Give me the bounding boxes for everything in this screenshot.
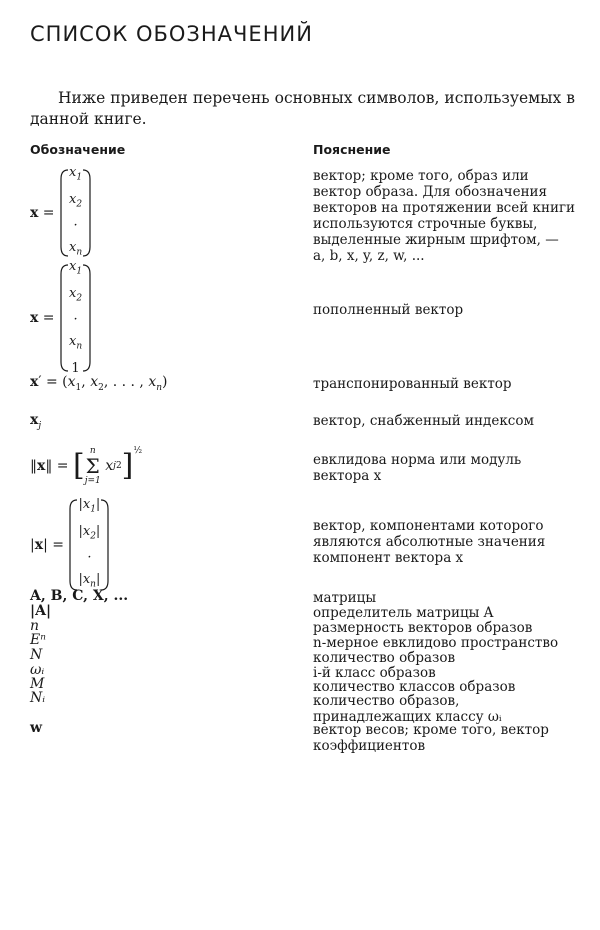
explanation-abs-vector: вектор, компонентами которого являются абсолютные значения компонент вектора x bbox=[313, 518, 546, 566]
symbol-N: N bbox=[30, 647, 43, 663]
explanation-weights: вектор весов; кроме того, вектор коэффициентов bbox=[313, 722, 549, 754]
right-bracket-icon bbox=[100, 499, 110, 591]
intro-paragraph: Ниже приведен перечень основных символов, используемых в данной книге. bbox=[30, 89, 575, 128]
symbol-M: M bbox=[30, 676, 45, 692]
explanation-Ni: количество образов, принадлежащих классу ωᵢ bbox=[313, 693, 502, 725]
explanation-norm: евклидова норма или модуль вектора x bbox=[313, 452, 522, 484]
explanation-transposed: транспонированный вектор bbox=[313, 376, 512, 392]
explanation-omega: i-й класс образов bbox=[313, 665, 436, 681]
header-explanation: Пояснение bbox=[313, 142, 391, 157]
symbol-weights: w bbox=[30, 720, 43, 736]
symbol-transposed: $x' = (x_1$, $x_2$, . . . , $x_n$) bbox=[30, 374, 168, 393]
symbol-determinant: |A| bbox=[30, 603, 52, 619]
explanation-determinant: определитель матрицы A bbox=[313, 605, 494, 621]
symbol-matrices: A, B, C, X, ... bbox=[30, 588, 129, 604]
symbol-augmented-vector: x = $x_1$ $x_2$ · $x_n$ 1 bbox=[30, 256, 92, 380]
symbol-Ni: Nᵢ bbox=[30, 690, 46, 706]
symbol-omega: ωᵢ bbox=[30, 662, 45, 678]
explanation-n: размерность векторов образов bbox=[313, 620, 533, 636]
right-bracket-icon bbox=[82, 264, 92, 372]
header-symbol: Обозначение bbox=[30, 142, 126, 157]
symbol-euclidean-space: Eⁿ bbox=[30, 632, 46, 648]
symbol-vector: x = $x_1$ $x_2$ · $x_n$ bbox=[30, 162, 92, 264]
explanation-M: количество классов образов bbox=[313, 679, 516, 695]
symbol-n: n bbox=[30, 618, 40, 634]
symbol-abs-vector: | x | = $|x_1|$ $|x_2|$ · $|x_n|$ bbox=[30, 494, 110, 596]
explanation-augmented-vector: пополненный вектор bbox=[313, 302, 464, 318]
explanation-N: количество образов bbox=[313, 650, 456, 666]
left-bracket-icon bbox=[59, 264, 69, 372]
explanation-matrices: матрицы bbox=[313, 590, 377, 606]
explanation-indexed-vector: вектор, снабженный индексом bbox=[313, 413, 534, 429]
left-bracket-icon bbox=[68, 499, 78, 591]
explanation-vector: вектор; кроме того, образ или вектор образа. Для обозначения векторов на протяжении всей книги используются строчные буквы, выделенные жирным шрифтом, — a, b, x, y, z, w, ... bbox=[313, 168, 576, 264]
symbol-norm: ‖ x ‖ = [ n Σ j=1 x j 2 ] $^{\frac{1}{2}}$ bbox=[30, 446, 143, 486]
right-bracket-icon bbox=[82, 169, 92, 257]
left-bracket-icon bbox=[59, 169, 69, 257]
symbol-indexed-vector: $x_j$ bbox=[30, 412, 42, 431]
page-title: СПИСОК ОБОЗНАЧЕНИЙ bbox=[30, 22, 313, 46]
explanation-euclidean-space: n-мерное евклидово пространство bbox=[313, 635, 559, 651]
